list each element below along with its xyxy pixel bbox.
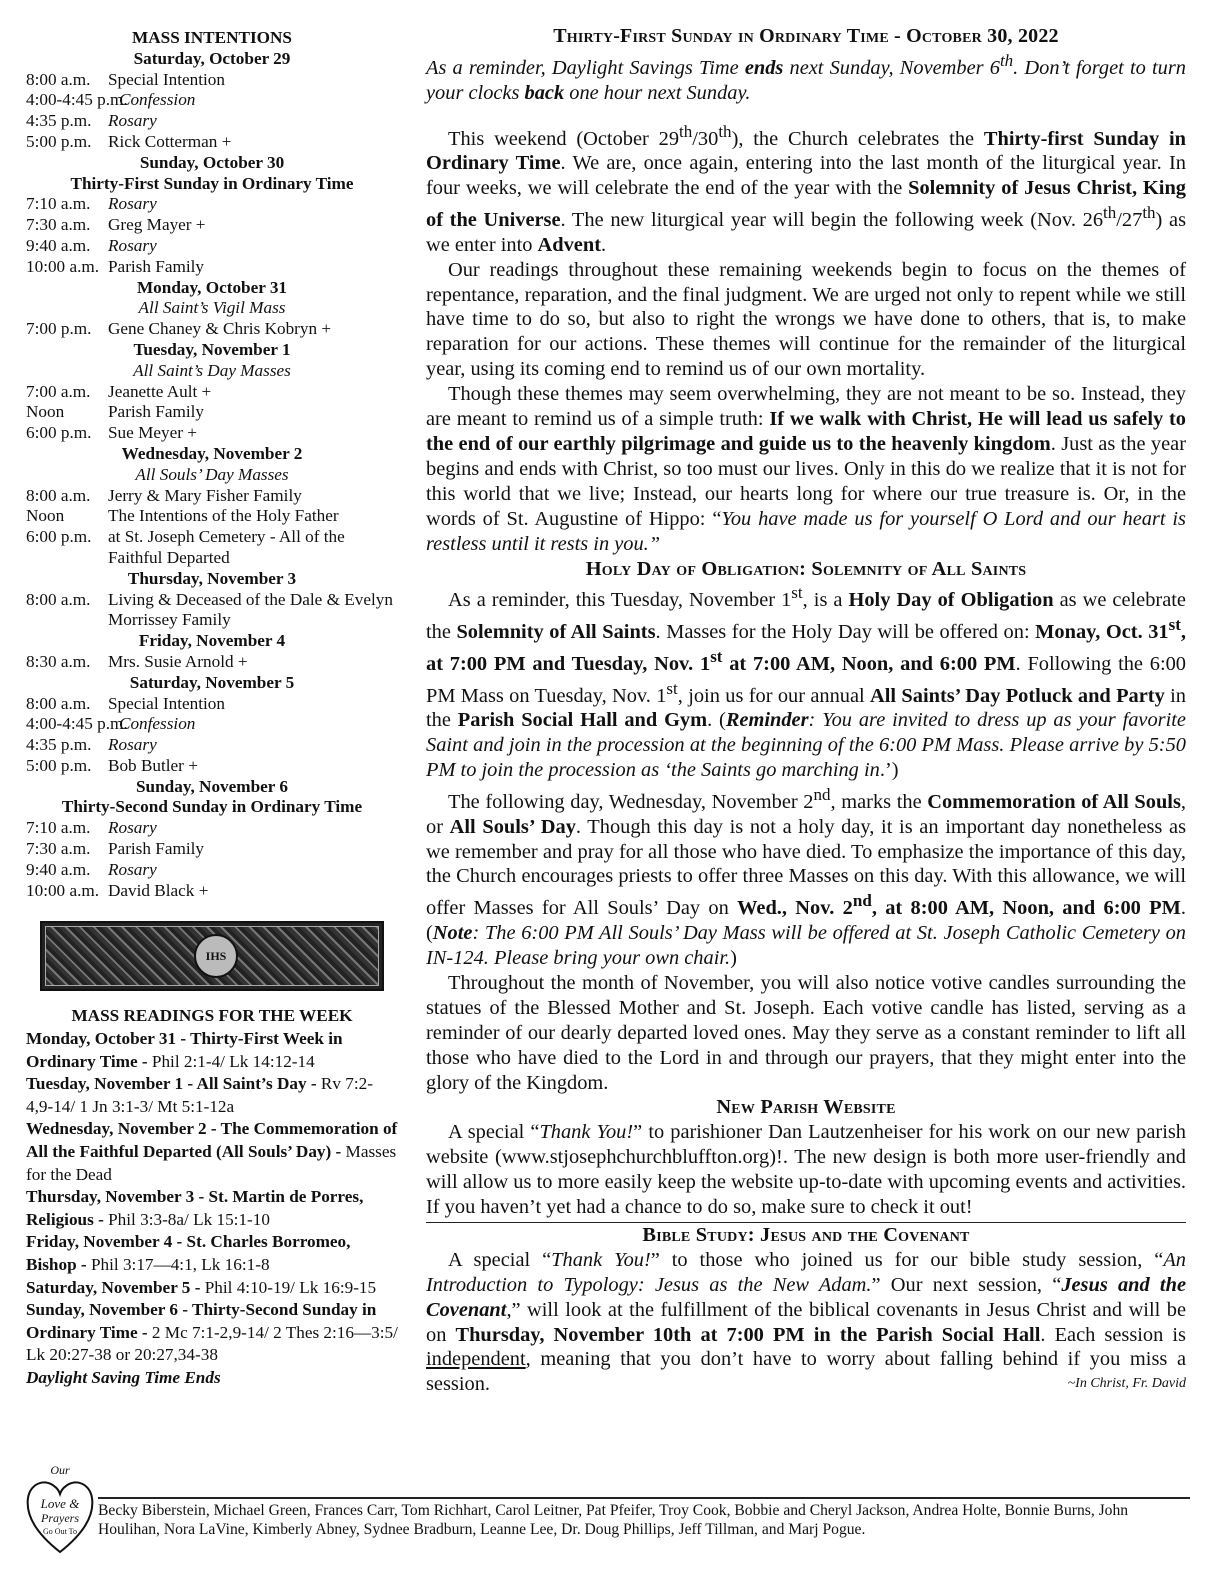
day-heading: Tuesday, November 1 (133, 339, 291, 359)
intention-time: 7:00 p.m. (26, 319, 92, 339)
ihs-banner-image (40, 921, 384, 991)
day-heading: Saturday, October 29 (133, 48, 291, 68)
intention-row (26, 132, 398, 153)
intention-row (26, 382, 398, 403)
intention-time: 6:00 p.m. (26, 527, 92, 547)
intention-row (26, 756, 398, 777)
reading-citations: Phil 2:1-4/ Lk 14:12-14 (147, 1051, 315, 1071)
paragraph-intro: This weekend (October 29th/30th), the Church celebrates the Thirty-first Sunday in Ordinary Time. We are, once again, entering into the last month of the liturgical year. In four weeks, we will celebrate the end of the year with the Solemnity of Jesus Christ, King of the Universe. The new liturgical year will begin the following week (Nov. 26th/27th) as we enter into Advent. (426, 121, 1186, 256)
intention-row (26, 527, 398, 569)
intention-name: Jeanette Ault + (108, 381, 212, 401)
intention-time: 7:10 a.m. (26, 818, 91, 838)
intention-time: 9:40 a.m. (26, 235, 91, 255)
intention-row (26, 194, 398, 215)
intention-name: Special Intention (108, 693, 225, 713)
reading-citations: Rv 7:2-4,9-14/ 1 Jn 3:1-3/ Mt 5:1-12a (26, 1074, 373, 1116)
svg-text:Go Out To: Go Out To (43, 1527, 77, 1536)
mass-readings (26, 1005, 398, 1389)
reading-day: Tuesday, November 1 - All Saint’s Day - (26, 1074, 317, 1094)
intention-name: Parish Family (108, 402, 204, 422)
intention-time: 10:00 a.m. (26, 256, 100, 276)
intention-time: 6:00 p.m. (26, 423, 92, 443)
intention-name: Rosary (108, 859, 157, 879)
reading-entry (26, 1186, 398, 1231)
intention-time: 5:00 p.m. (26, 755, 92, 775)
reading-entry (26, 1277, 398, 1300)
day-heading: Sunday, October 30 (139, 152, 285, 172)
intention-time: 4:00-4:45 p.m. (26, 90, 128, 110)
reading-citations: Phil 4:10-19/ Lk 16:9-15 (200, 1277, 377, 1297)
intention-name: Greg Mayer + (108, 215, 206, 235)
intention-row (26, 839, 398, 860)
heading-website: New Parish Website (716, 1096, 896, 1119)
intention-name: at St. Joseph Cemetery - All of the Faithful Departed (108, 527, 345, 567)
paragraph-readings: Our readings throughout these remaining weekends begin to focus on the themes of repentance, reparation, and the final judgment. We are urged not only to repent while we still have time to do so, but also to right the wrongs we have done to others, that is, to make reparation for our actions. These themes will continue for the remainder of the liturgical year, using its coming end to remind us of our own mortality. (426, 258, 1186, 381)
intention-row (26, 236, 398, 257)
intention-time: 8:00 a.m. (26, 589, 91, 609)
reading-day: Wednesday, November 2 - The Commemoration of All the Faithful Departed (All Souls’ Day) - (26, 1119, 398, 1162)
intention-row (26, 90, 398, 111)
svg-text:Our: Our (50, 1463, 70, 1477)
intention-time: 7:30 a.m. (26, 215, 91, 235)
reading-entry (26, 1231, 398, 1276)
day-subheading: All Saint’s Vigil Mass (138, 298, 286, 318)
intention-time: 4:35 p.m. (26, 111, 92, 131)
intention-name: Sue Meyer + (108, 423, 197, 443)
intention-row (26, 590, 398, 632)
reading-citations: 2 Mc 7:1-2,9-14/ 2 Thes 2:16—3:5/ Lk 20:27-38 or 20:27,34-38 (26, 1322, 398, 1365)
mass-intentions-title: MASS INTENTIONS (132, 28, 292, 47)
intention-name: Jerry & Mary Fisher Family (108, 485, 302, 505)
intention-time: Noon (26, 402, 65, 422)
day-heading: Monday, October 31 (136, 277, 288, 297)
ihs-seal: IHS (194, 934, 238, 978)
intention-name: Rosary (108, 235, 157, 255)
intention-row (26, 881, 398, 902)
day-heading: Friday, November 4 (138, 631, 286, 651)
intention-row (26, 486, 398, 507)
intention-row (26, 818, 398, 839)
day-subheading: All Saint’s Day Masses (133, 360, 291, 380)
intention-row (26, 694, 398, 715)
intention-time: 5:00 p.m. (26, 131, 92, 151)
heading-all-saints: Holy Day of Obligation: Solemnity of All Saints (585, 557, 1027, 580)
main-column (426, 24, 1186, 1397)
intention-time: 8:00 a.m. (26, 485, 91, 505)
paragraph-website: A special “Thank You!” to parishioner Dan Lautzenheiser for his work on our new parish website (www.stjosephchurchbluffton.org)!. The new design is both more user-friendly and will allow us to more easily keep the website up-to-date with upcoming events and activities. If you haven’t yet had a chance to do so, make sure to check it out! (426, 1120, 1186, 1223)
reading-day: Thursday, November 3 - St. Martin de Porres, Religious - (26, 1187, 364, 1229)
intention-time: 8:00 a.m. (26, 693, 91, 713)
page-title: Thirty-First Sunday in Ordinary Time - October 30, 2022 (553, 25, 1059, 47)
prayer-list: Becky Biberstein, Michael Green, Frances Carr, Tom Richhart, Carol Leitner, Pat Pfeifer, Troy Cook, Bobbie and Cheryl Jackson, Andrea Holte, Bonnie Burns, John Houlihan, Nora LaVine, Kimberly Abney, Sydnee Bradburn, Leanne Lee, Dr. Doug Phillips, Jeff Tillman, and Marj Pogue. (98, 1497, 1190, 1539)
svg-text:Love &: Love & (40, 1496, 80, 1511)
intention-name: Confession (119, 90, 196, 110)
intention-name: The Intentions of the Holy Father (108, 506, 339, 526)
intention-name: Rosary (108, 818, 157, 838)
intention-name: Living & Deceased of the Dale & Evelyn Morrissey Family (108, 589, 393, 630)
day-heading: Sunday, November 6 (135, 776, 288, 796)
intention-name: Special Intention (108, 69, 225, 89)
reading-day: Sunday, November 6 - Thirty-Second Sunday in Ordinary Time - (26, 1300, 377, 1342)
intention-name: Gene Chaney & Chris Kobryn + (108, 319, 332, 339)
intention-row (26, 652, 398, 673)
intention-time: 7:10 a.m. (26, 194, 91, 214)
svg-text:Prayers: Prayers (41, 1511, 79, 1525)
intention-name: Rosary (108, 194, 157, 214)
intention-row (26, 402, 398, 423)
intention-time: 4:35 p.m. (26, 735, 92, 755)
day-subheading: Thirty-Second Sunday in Ordinary Time (61, 797, 363, 817)
day-subheading: All Souls’ Day Masses (135, 464, 289, 484)
intention-time: 4:00-4:45 p.m. (26, 714, 128, 734)
intention-time: 7:30 a.m. (26, 839, 91, 859)
reading-day: Friday, November 4 - St. Charles Borromeo, Bishop - (26, 1232, 351, 1274)
intention-name: Bob Butler + (108, 755, 198, 775)
intention-row (26, 319, 398, 340)
day-heading: Wednesday, November 2 (121, 443, 303, 463)
intention-name: Rosary (108, 735, 157, 755)
readings-list (26, 1028, 398, 1367)
intention-time: 10:00 a.m. (26, 880, 100, 900)
intention-row (26, 506, 398, 527)
reading-day: Monday, October 31 - Thirty-First Week in Ordinary Time - (26, 1029, 343, 1071)
intention-row (26, 257, 398, 278)
readings-title: MASS READINGS FOR THE WEEK (71, 1006, 353, 1026)
reading-entry (26, 1028, 398, 1073)
heading-bible-study: Bible Study: Jesus and the Covenant (642, 1223, 970, 1246)
readings-end-note: Daylight Saving Time Ends (26, 1367, 221, 1387)
paragraph-all-saints: As a reminder, this Tuesday, November 1st, is a Holy Day of Obligation as we celebrate the Solemnity of All Saints. Masses for the Holy Day will be offered on: Monay, Oct. 31st, at 7:00 PM and Tuesday, Nov. 1st at 7:00 AM, Noon, and 6:00 PM. Following the 6:00 PM Mass on Tuesday, Nov. 1st, join us for our annual All Saints’ Day Potluck and Party in the Parish Social Hall and Gym. (Reminder: You are invited to dress up as your favorite Saint and join in the procession at the beginning of the 6:00 PM Mass. Please arrive by 5:50 PM to join the procession as ‘the Saints go marching in.’) (426, 583, 1187, 782)
paragraph-bible-study: A special “Thank You!” to those who joined us for our bible study session, “An Introduction to Typology: Jesus as the New Adam.” Our next session, “Jesus and the Covenant,” will look at the fulfillment of the biblical covenants in Jesus Christ and will be on Thursday, November 10th at 7:00 PM in the Parish Social Hall. Each session is independent, meaning that you don’t have to worry about falling behind if you miss a session. ~In Christ, Fr. David (426, 1248, 1186, 1396)
reading-citations: Masses for the Dead (26, 1142, 397, 1184)
intention-time: 8:00 a.m. (26, 69, 91, 89)
day-heading: Saturday, November 5 (129, 672, 295, 692)
intention-row (26, 735, 398, 756)
intention-time: 8:30 a.m. (26, 651, 91, 671)
signature: ~In Christ, Fr. David (1067, 1376, 1186, 1392)
day-heading: Thursday, November 3 (127, 568, 297, 588)
intention-name: Parish Family (108, 256, 204, 276)
intention-time: Noon (26, 506, 65, 526)
paragraph-themes: Though these themes may seem overwhelming, they are not meant to be so. Instead, they are meant to remind us of a simple truth: If we walk with Christ, He will lead us safely to the end of our earthly pilgrimage and guide us to the heavenly kingdom. Just as the year begins and ends with Christ, so too must our lives. Only in this do we realize that it is not for this world that we live; Instead, our hearts long for where our true treasure is. Or, in the words of St. Augustine of Hippo: “You have made us for yourself O Lord and our heart is restless until it rests in you.” (426, 383, 1187, 555)
reading-day: Saturday, November 5 - (26, 1277, 201, 1297)
mass-intentions-list (26, 49, 398, 902)
intention-name: Parish Family (108, 839, 204, 859)
intention-time: 9:40 a.m. (26, 859, 91, 879)
mass-intentions-column (26, 28, 398, 1390)
intention-row (26, 860, 398, 881)
reading-entry (26, 1118, 398, 1186)
dst-reminder: As a reminder, Daylight Savings Time ends next Sunday, November 6th. Don’t forget to turn your clocks back one hour next Sunday. (426, 50, 1187, 104)
intention-row (26, 70, 398, 91)
intention-row (26, 111, 398, 132)
reading-citations: Phil 3:17—4:1, Lk 16:1-8 (86, 1255, 270, 1274)
intention-time: 7:00 a.m. (26, 381, 91, 401)
paragraph-all-souls: The following day, Wednesday, November 2nd, marks the Commemoration of All Souls, or All Souls’ Day. Though this day is not a holy day, it is an important day nonetheless as we remember and pray for all those who have died. To emphasize the importance of this day, the Church encourages priests to offer three Masses on this day. With this allowance, we will offer Masses for All Souls’ Day on Wed., Nov. 2nd, at 8:00 AM, Noon, and 6:00 PM. (Note: The 6:00 PM All Souls’ Day Mass will be offered at St. Joseph Catholic Cemetery on IN-124. Please bring your own chair.) (426, 784, 1187, 969)
intention-name: Confession (119, 714, 196, 734)
reading-entry (26, 1299, 398, 1367)
intention-row (26, 215, 398, 236)
intention-name: David Black + (108, 880, 209, 900)
intention-name: Mrs. Susie Arnold + (108, 651, 248, 671)
reading-citations: Phil 3:3-8a/ Lk 15:1-10 (103, 1209, 270, 1229)
heart-logo-icon (22, 1456, 98, 1556)
reading-entry (26, 1073, 398, 1118)
intention-row (26, 714, 398, 735)
intention-name: Rosary (108, 111, 157, 131)
intention-row (26, 423, 398, 444)
intention-name: Rick Cotterman + (108, 131, 232, 151)
day-subheading: Thirty-First Sunday in Ordinary Time (70, 173, 354, 193)
paragraph-votive-candles: Throughout the month of November, you will also notice votive candles surrounding the statues of the Blessed Mother and St. Joseph. Each votive candle has listed, serving as a reminder of our dearly departed loved ones. May they serve as a constant reminder to lift all those who have died to the Lord in and through our prayers, that they might enter into the glory of the Kingdom. (426, 971, 1186, 1094)
